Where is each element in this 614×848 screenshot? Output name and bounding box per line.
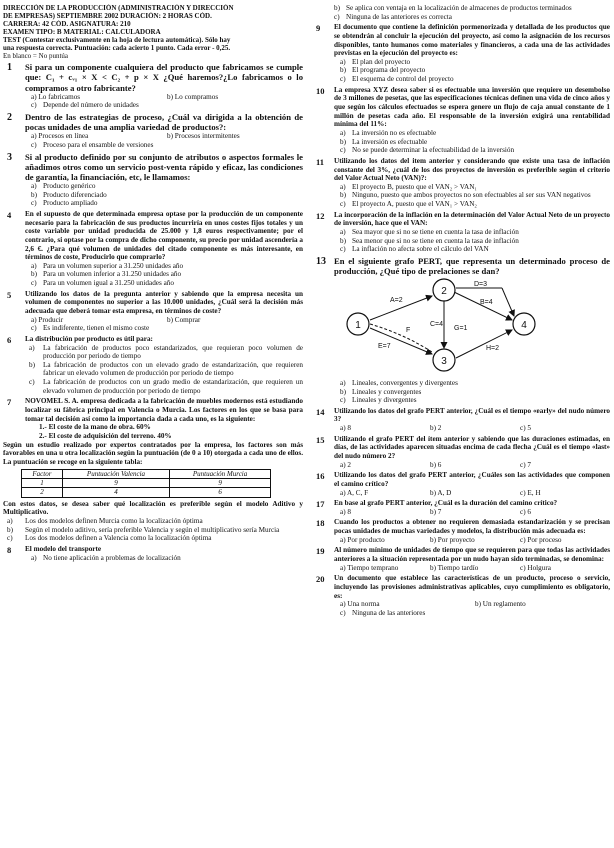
option-b[interactable]: b) Producto diferenciado xyxy=(31,190,107,199)
option-a[interactable]: a) Producto genérico xyxy=(31,182,96,191)
node-label: 1 xyxy=(355,320,361,332)
options xyxy=(334,461,610,470)
option-a[interactable]: a) Producir xyxy=(31,315,64,324)
option-a[interactable]: a) Lo fabricamos xyxy=(31,92,81,101)
option-c[interactable]: c) No se puede determinar la efectuabilidad de la inversión xyxy=(340,146,515,155)
option-c[interactable]: c) Holgura xyxy=(520,563,551,572)
question-number: 2 xyxy=(7,112,12,124)
table-row: 1 9 9 xyxy=(22,478,271,487)
question-text: Un documento que establece las características de un producto, proceso o servicio, incluyendo las provisiones administrativas aplicables, cuyo cumplimiento es obligatorio, es: xyxy=(334,574,610,600)
node-label: 2 xyxy=(441,286,447,298)
option-b[interactable]: b) A, D xyxy=(430,488,452,497)
option-b[interactable]: b) Comprar xyxy=(167,315,201,324)
option-a[interactable]: a) A, C, F xyxy=(340,488,369,497)
option-c[interactable]: c) La fabricación de productos con un grado medio de estandarización, que requieren un elevado volumen de producción por periodo de tiempo xyxy=(29,378,303,395)
option-c[interactable]: c) 5 xyxy=(520,424,531,433)
options xyxy=(334,536,610,545)
edge-label: C=4 xyxy=(430,321,444,329)
question-15 xyxy=(312,435,610,470)
question-number: 8 xyxy=(7,544,12,555)
option-b[interactable]: b) 2 xyxy=(430,424,442,433)
question-16 xyxy=(312,471,610,497)
question-2 xyxy=(3,112,303,150)
option-a[interactable]: a) Sea mayor que si no se tiene en cuenta la tasa de inflación xyxy=(340,228,519,237)
question-number: 17 xyxy=(316,499,325,510)
question-14 xyxy=(312,407,610,433)
option-c[interactable]: c) E, H xyxy=(520,488,541,497)
question-text: Utilizando los datos de la pregunta anterior y sabiendo que la empresa necesita un volumen de componentes no superior a las 10.000 unidades, ¿Cuál será la decisión más adecuada que deberá tomar esta empresa, en términos de coste? xyxy=(25,289,303,315)
option-a[interactable]: a) No tiene aplicación a problemas de localización xyxy=(31,553,181,562)
option-c[interactable]: c) 7 xyxy=(520,460,531,469)
option-c[interactable]: c) El proyecto A, puesto que el VAN₁ > VAN₂ xyxy=(340,200,477,209)
option-b[interactable]: b) Por proyecto xyxy=(430,535,475,544)
right-column xyxy=(312,4,610,618)
option-c[interactable]: c) Lineales y divergentes xyxy=(340,396,417,405)
question-number: 12 xyxy=(316,210,325,221)
left-column xyxy=(3,4,303,562)
option-b[interactable]: b) Según el modelo aditivo, sería preferible Valencia y según el multiplicativo sería Murcia xyxy=(7,525,280,534)
question-18 xyxy=(312,518,610,544)
question-text: En base al grafo PERT anterior, ¿Cuál es la duración del camino crítico? xyxy=(334,499,558,508)
question-text: Utilizando los datos del grafo PERT anterior, ¿Cuál es el tiempo «early» del nudo número 3? xyxy=(334,406,610,424)
edge-e xyxy=(370,328,432,354)
option-a[interactable]: a) La inversión no es efectuable xyxy=(340,128,437,137)
header-line: EXAMEN TIPO: B MATERIAL: CALCULADORA xyxy=(3,28,161,37)
option-a[interactable]: a) Una norma xyxy=(340,600,380,609)
option-b[interactable]: b) Sea menor que si no se tiene en cuenta la tasa de inflación xyxy=(340,236,519,245)
option-a[interactable]: a) El plan del proyecto xyxy=(340,57,411,66)
edge-b xyxy=(454,292,512,320)
question-6 xyxy=(3,335,303,395)
question-text: NOVOMEL S. A. empresa dedicada a la fabricación de muebles modernos está estudiando localizar su fábrica principal en Valencia o Murcia. Los factores en los que se basa para tomar tal decisión así como la importancia dada a cada uno, es la siguiente: xyxy=(25,397,303,423)
option-b[interactable]: b) Un reglamento xyxy=(475,600,526,609)
option-c[interactable]: c) Es indiferente, tienen el mismo coste xyxy=(31,324,150,333)
factor-table xyxy=(21,469,271,498)
header-line: DE EMPRESAS) SEPTIEMBRE 2002 DURACIÓN: 2 HORAS CÓD. xyxy=(3,12,212,21)
question-7-prompt: Con estos datos, se desea saber qué localización es preferible según el modelo Aditivo y Multiplicativo. xyxy=(3,499,303,517)
option-b[interactable]: b) 6 xyxy=(430,460,442,469)
question-17 xyxy=(312,499,610,516)
question-12 xyxy=(312,211,610,254)
header-line: CARRERA: 42 CÓD. ASIGNATURA: 210 xyxy=(3,20,131,29)
question-7 xyxy=(3,397,303,440)
option-b[interactable]: b) El programa del proyecto xyxy=(340,66,426,75)
table-header: Factor xyxy=(22,469,63,478)
question-number: 19 xyxy=(316,546,325,557)
edge-label: G=1 xyxy=(454,325,468,333)
option-b[interactable]: b) Tiempo tardío xyxy=(430,563,479,572)
question-10 xyxy=(312,86,610,155)
question-number: 6 xyxy=(7,334,12,345)
question-text: En el siguiente grafo PERT, que representa un determinado proceso de producción, ¿Qué tipo de prelaciones se dan? xyxy=(334,255,610,277)
edge-label: F xyxy=(406,327,411,335)
question-number: 9 xyxy=(316,23,321,34)
option-c[interactable]: c) Ninguna de las anteriores es correcta xyxy=(334,12,452,21)
options xyxy=(25,93,303,102)
question-number: 18 xyxy=(316,518,325,529)
option-a[interactable]: a) Los dos modelos definen Murcia como la localización óptima xyxy=(7,516,203,525)
option-c[interactable]: c) Para un volumen igual a 31.250 unidades año xyxy=(31,279,174,288)
options xyxy=(334,489,610,498)
question-number: 3 xyxy=(7,151,12,163)
option-c[interactable]: c) La inflación no afecta sobre el cálculo del VAN xyxy=(340,245,489,254)
table-row: 2 4 6 xyxy=(22,488,271,497)
option-b[interactable]: b) Lo compramos xyxy=(167,92,219,101)
question-text: Dentro de las estrategias de proceso, ¿Cuál va dirigida a la obtención de pocas unidades de una amplia variedad de productos?: xyxy=(25,112,303,133)
question-20 xyxy=(312,574,610,617)
option-a[interactable]: a) 2 xyxy=(340,460,351,469)
question-13 xyxy=(312,256,610,405)
option-a[interactable]: a) Procesos en línea xyxy=(31,132,89,141)
question-4 xyxy=(3,210,303,288)
question-5 xyxy=(3,290,303,333)
question-8 xyxy=(3,545,303,562)
question-1 xyxy=(3,62,303,110)
question-number: 7 xyxy=(7,397,12,408)
option-c[interactable]: c) Por proceso xyxy=(520,535,562,544)
edge-label: B=4 xyxy=(480,299,493,307)
options xyxy=(25,132,303,141)
question-number: 1 xyxy=(7,62,12,74)
option-a[interactable]: a) La fabricación de productos poco estandarizados, que requieran poco volumen de producción por periodo de tiempo xyxy=(29,343,303,361)
question-text: Si para un componente cualquiera del producto que fabricamos se cumple que: C₁ + cᵥ₁ × X < C₂ + p × X ¿Qué haremos?¿Lo fabricamos o lo compramos a otro fabricante? xyxy=(25,62,303,93)
options xyxy=(25,316,303,325)
question-text: Utilizando los datos del grafo PERT anterior, ¿Cuáles son las actividades que componen el camino crítico? xyxy=(334,471,610,488)
option-c[interactable]: c) Los dos modelos definen a Valencia como la localización óptima xyxy=(7,534,212,543)
question-text: El modelo del transporte xyxy=(25,544,102,553)
option-c[interactable]: c) El esquema de control del proyecto xyxy=(340,75,454,84)
option-b[interactable]: b) Se aplica con ventaja en la localización de almacenes de productos terminados xyxy=(334,4,572,12)
header-line: una respuesta correcta. Puntuación: cada acierto 1 punto. Cada error - 0,25. xyxy=(3,44,231,53)
option-b[interactable]: b) Procesos intermitentes xyxy=(167,132,240,141)
option-a[interactable]: a) 8 xyxy=(340,424,351,433)
option-b[interactable]: b) 7 xyxy=(430,507,442,516)
question-number: 15 xyxy=(316,434,325,445)
question-text: Si al producto definido por su conjunto de atributos o aspectos formales le añadimos otros como un servicio post-venta rápido y eficaz, las condiciones de garantía, la financiación, etc, le llamamos: xyxy=(25,151,303,182)
question-number: 10 xyxy=(316,85,325,96)
question-3 xyxy=(3,152,303,208)
question-text: Utilizando los datos del item anterior y considerando que existe una tasa de inflación constante del 3%, ¿cuál de los dos proyectos de inversión es preferible según el criterio del Valor Actual Neto (VAN)?: xyxy=(334,156,610,183)
option-c[interactable]: c) Producto ampliado xyxy=(31,199,98,208)
option-b[interactable]: b) Para un volumen inferior a 31.250 unidades año xyxy=(31,270,182,279)
option-a[interactable]: a) 8 xyxy=(340,507,351,516)
options xyxy=(334,564,610,573)
question-19 xyxy=(312,546,610,572)
edge-label: E=7 xyxy=(378,343,391,351)
edge-label: D=3 xyxy=(474,281,488,289)
question-number: 16 xyxy=(316,471,325,482)
question-number: 14 xyxy=(316,406,325,417)
question-text: En el supuesto de que determinada empresa optase por la producción de un componente necesario para la fabricación de sus productos incurriría en unos costes fijos totales y un coste variable por unidad producida de 25.000 y 1,8 euros respectivamente; por el contrario, si optase por la compra de dicho componente, su precio por unidad ascendería a 2,6 €. ¿Para qué volumen de unidades del citado componente es más interesante, en términos de coste, Producirlo que comprarlo? xyxy=(25,209,303,262)
pert-graph xyxy=(334,278,574,376)
table-header: Puntuación Valencia xyxy=(62,469,169,478)
question-number: 11 xyxy=(316,156,325,167)
edge-d-head xyxy=(502,288,514,316)
node-label: 4 xyxy=(521,320,527,332)
header-line: TEST (Contestar exclusivamente en la hoja de lectura automática). Sólo hay xyxy=(3,36,231,45)
question-text: Utilizando el grafo PERT del ítem anterior y sabiendo que las duraciones estimadas, en días, de las actividades aparecen situadas encima de cada flecha ¿Cuál es el tiempo «last» del nudo número 2? xyxy=(334,434,610,460)
option-c[interactable]: c) Depende del número de unidades xyxy=(31,101,139,110)
edge-label: H=2 xyxy=(486,345,500,353)
question-text: La empresa XYZ desea saber si es efectuable una inversión que requiere un desembolso de 3 millones de pesetas, que las especificaciones técnicas definen una vida de cinco años y que según los cálculos efectuados se espera genere un flujo de caja anual constante de 1 millón de pesetas cada año. El responsable de la inversión exigirá una rentabilidad mínima del 11%: xyxy=(334,85,610,129)
exam-header xyxy=(3,4,303,60)
question-text: La distribución por producto es útil para: xyxy=(25,334,153,343)
option-a[interactable]: a) Tiempo temprano xyxy=(340,563,399,572)
question-number: 20 xyxy=(316,574,325,585)
option-b[interactable]: b) Lineales y convergentes xyxy=(340,387,422,396)
question-text: Cuando los productos a obtener no requieren demasiada estandarización y se precisan pocas unidades de muchas variedades y modelos, la distribución más adecuada es: xyxy=(334,518,610,536)
header-line: DIRECCIÓN DE LA PRODUCCIÓN (ADMINISTRACIÓN Y DIRECCIÓN xyxy=(3,4,234,12)
table-header: Puntuación Murcia xyxy=(170,469,271,478)
option-a[interactable]: a) El proyecto B, puesto que el VAN₂ > VAN₁ xyxy=(340,182,477,191)
option-b[interactable]: b) La fabricación de productos con un elevado grado de estandarización, que requieren fabricar un elevado volumen de producción por periodo de tiempo xyxy=(29,360,303,378)
question-number: 5 xyxy=(7,289,12,300)
question-text: El documento que contiene la definición pormenorizada y detallada de los productos que se obtendrán al concluir la ejecución del proyecto, así como la asignación de los recursos disponibles, tanto humanos como materiales y financieros, a cada una de las actividades previstas en la ejecución del proyecto es: xyxy=(334,23,610,58)
factor-2: 2.- El coste de adquisición del terreno. 40% xyxy=(39,431,172,440)
question-text: Al número mínimo de unidades de tiempo que se requieren para que todas las actividades anteriores a la situación representada por un nudo hayan sido terminadas, se denomina: xyxy=(334,546,610,564)
options xyxy=(334,424,610,433)
question-7-context: Según un estudio realizado por expertos contratados por la empresa, los factores son más favorables en una u otra localización según la puntuación (de 0 a 10) otorgada a cada uno de ellos. La puntuación se recoge en la siguiente tabla: xyxy=(3,440,303,466)
options xyxy=(334,600,610,609)
option-b[interactable]: b) La inversión es efectuable xyxy=(340,137,428,146)
option-a[interactable]: a) Para un volumen superior a 31.250 unidades año xyxy=(31,261,184,270)
question-11 xyxy=(312,157,610,209)
node-label: 3 xyxy=(441,356,447,368)
option-a[interactable]: a) Por producto xyxy=(340,535,385,544)
question-number: 4 xyxy=(7,209,12,220)
option-a[interactable]: a) Lineales, convergentes y divergentes xyxy=(340,378,458,387)
factor-1: 1.- El coste de la mano de obra. 60% xyxy=(39,423,151,432)
option-c[interactable]: c) Proceso para el ensamble de versiones xyxy=(31,140,154,149)
option-c[interactable]: c) Ninguna de las anteriores xyxy=(340,608,426,617)
header-line: En blanco = No puntúa xyxy=(3,52,68,61)
edge-h xyxy=(456,330,512,358)
option-c[interactable]: c) 6 xyxy=(520,507,531,516)
question-9 xyxy=(312,23,610,83)
question-number: 13 xyxy=(316,255,326,267)
question-text: La incorporación de la inflación en la determinación del Valor Actual Neto de un proyecto de inversión, hace que el VAN: xyxy=(334,210,610,228)
edge-label: A=2 xyxy=(390,297,403,305)
options xyxy=(334,508,610,517)
option-b[interactable]: b) Ninguno, puesto que ambos proyectos no son efectuables al ser sus VAN negativos xyxy=(340,191,591,200)
